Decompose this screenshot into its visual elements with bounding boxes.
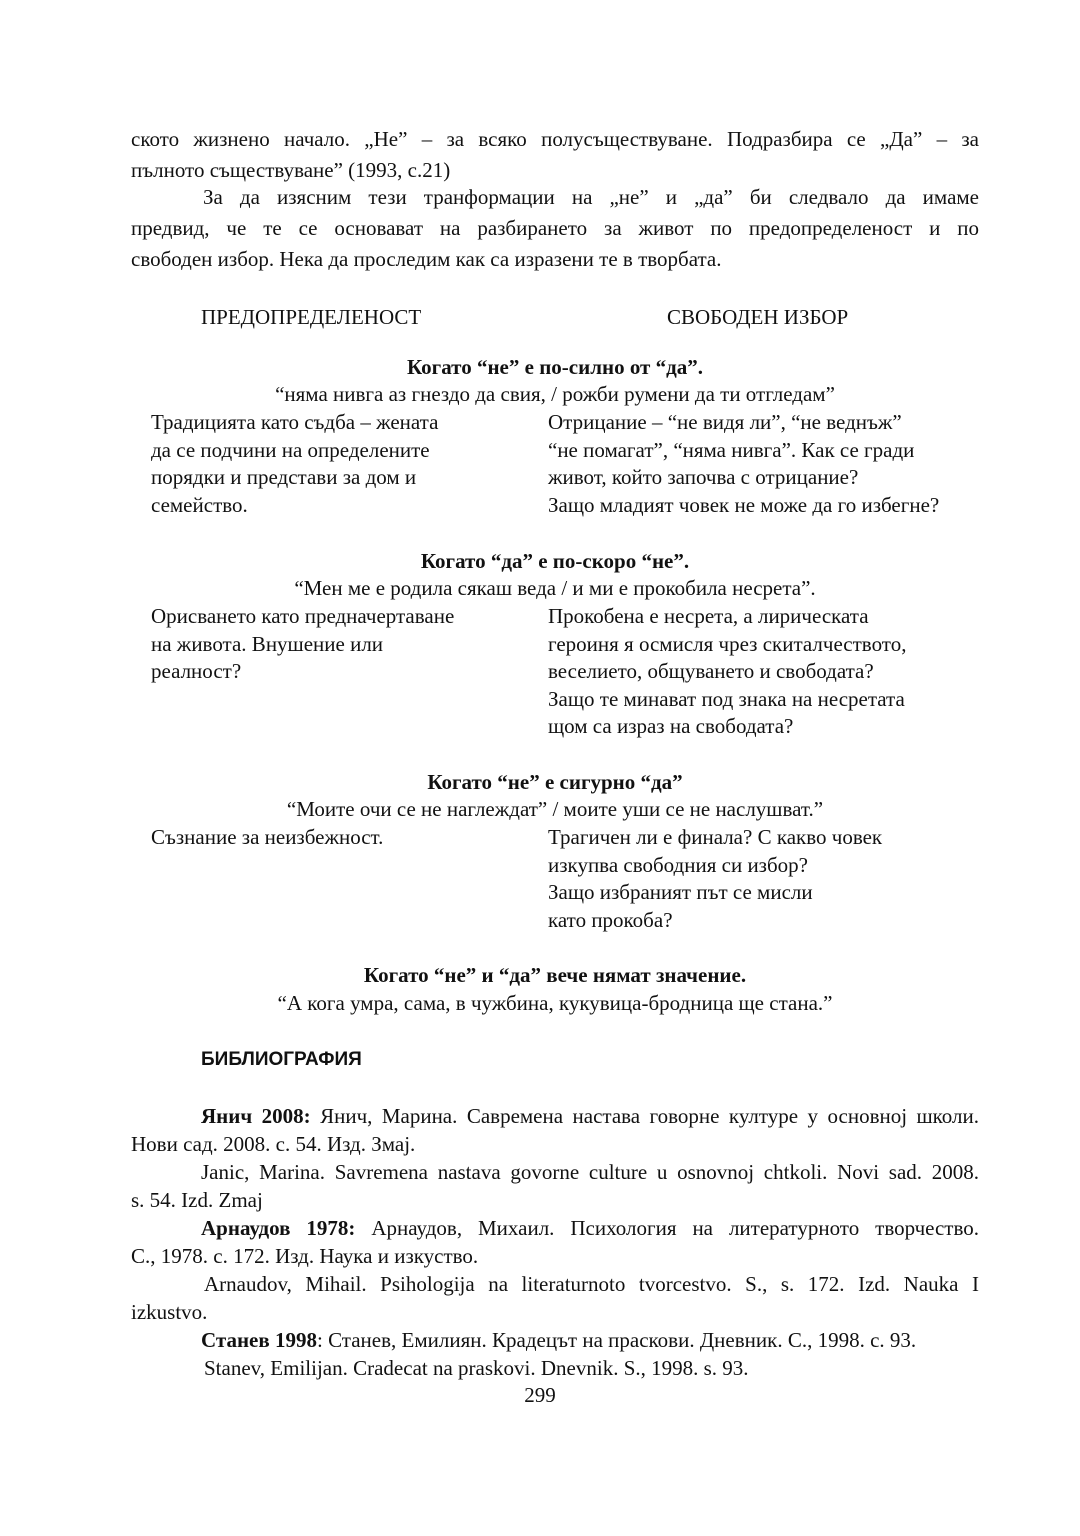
- text-line: живот, който започва с отрицание?: [548, 465, 859, 489]
- text-line: реалност?: [151, 659, 242, 683]
- text-line: Защо младият човек не може да го избегне?: [548, 492, 940, 517]
- intro-paragraph: [131, 124, 979, 186]
- citation-text: izkustvo.: [131, 1300, 208, 1324]
- text-line: пълното съществуване” (1993, с.21): [131, 158, 451, 182]
- section-title: Когато “не” и “да” вече нямат значение.: [363, 963, 747, 987]
- text-line: Отрицание – “не видя ли”, “не веднъж”: [548, 410, 902, 434]
- text-line: изкупва свободния си избор?: [548, 852, 808, 877]
- text-line: ското жизнено начало. „Не” – за всяко полусъществуване. Подразбира се „Да” – за: [131, 127, 979, 151]
- bibliography-entry: [131, 1326, 979, 1354]
- section-quote: “Мен ме е родила сякаш веда / и ми е прокобила несрета”.: [294, 576, 816, 600]
- column-header-left: ПРЕДОПРЕДЕЛЕНОСТ: [201, 305, 422, 329]
- citation-text: Arnaudov, Mihail. Psihologija na literaturnoto tvorcestvo. S., s. 172. Izd. Nauka I: [204, 1272, 979, 1296]
- citation-key: Станев 1998: [201, 1328, 317, 1352]
- text-line: За да изясним тези транформации на „не” и „да” би следвало да имаме: [203, 185, 979, 209]
- section-quote: “А кога умра, сама, в чужбина, кукувица-бродница ще стана.”: [277, 991, 833, 1015]
- bibliography-entry: [131, 1158, 979, 1214]
- column-header-right: СВОБОДЕН ИЗБОР: [667, 305, 849, 329]
- bibliography-entry: [131, 1214, 979, 1270]
- text-line: свободен избор. Нека да проследим как са изразени те в творбата.: [131, 247, 722, 271]
- bibliography-entry: [131, 1102, 979, 1158]
- text-line: на живота. Внушение или: [151, 631, 384, 656]
- text-line: да се подчини на определените: [151, 437, 430, 462]
- citation-text: Janic, Marina. Savremena nastava govorne culture u osnovnoj chtkoli. Novi sad. 2008.: [201, 1160, 979, 1184]
- section-quote: “Моите очи се не наглеждат” / моите уши се не наслушват.”: [286, 797, 824, 821]
- text-line: Традицията като съдба – жената: [151, 410, 439, 434]
- text-line: Трагичен ли е финала? С какво човек: [548, 825, 883, 849]
- section-right-column: [548, 409, 939, 519]
- section-left-column: [151, 824, 383, 852]
- text-line: Прокобена е несрета, а лирическата: [548, 604, 869, 628]
- citation-text: С., 1978. с. 172. Изд. Наука и изкуство.: [131, 1244, 479, 1268]
- section-right-column: [548, 603, 906, 741]
- citation-text: s. 54. Izd. Zmaj: [131, 1188, 263, 1212]
- citation-text: Янич, Марина. Савремена настава говорне културе у основној школи.: [310, 1104, 979, 1128]
- text-line: Защо те минават под знака на несретата: [548, 686, 905, 711]
- section-title: Когато “не” е сигурно “да”: [427, 770, 683, 794]
- page-number: 299: [524, 1383, 556, 1407]
- text-line: порядки и представи за дом и: [151, 465, 417, 489]
- text-line: семейство.: [151, 492, 248, 517]
- citation-key: Арнаудов 1978:: [201, 1216, 356, 1240]
- bibliography-entry: [131, 1270, 979, 1326]
- body-paragraph: [131, 182, 979, 275]
- citation-key: Янич 2008:: [201, 1104, 311, 1128]
- bibliography-heading: БИБЛИОГРАФИЯ: [201, 1049, 362, 1070]
- section-quote: “няма нивга аз гнездо да свия, / рожби румени да ти отгледам”: [275, 382, 835, 406]
- citation-text: : Станев, Емилиян. Крадецът на праскови. Дневник. С., 1998. с. 93.: [316, 1328, 917, 1352]
- text-line: Орисването като предначертаване: [151, 604, 455, 628]
- text-line: “не помагат”, “няма нивга”. Как се гради: [548, 437, 915, 462]
- text-line: предвид, че те се основават на разбирането за живот по предопределеност и по: [131, 216, 979, 240]
- text-line: Защо избраният път се мисли: [548, 880, 813, 904]
- text-line: като прокоба?: [548, 907, 673, 932]
- section-left-column: [151, 603, 454, 686]
- section-title: Когато “не” е по-силно от “да”.: [406, 355, 703, 379]
- bibliography-entry: [131, 1354, 979, 1382]
- citation-text: Арнаудов, Михаил. Психология на литературното творчество.: [355, 1216, 979, 1240]
- text-line: Съзнание за неизбежност.: [151, 825, 384, 849]
- section-left-column: [151, 409, 438, 519]
- citation-text: Нови сад. 2008. с. 54. Изд. Змај.: [131, 1132, 416, 1156]
- text-line: героиня я осмисля чрез скиталчеството,: [548, 631, 907, 656]
- text-line: веселието, общуването и свободата?: [548, 659, 874, 683]
- section-right-column: [548, 824, 882, 934]
- section-title: Когато “да” е по-скоро “не”.: [420, 549, 690, 573]
- citation-text: Stanev, Emilijan. Cradecat na praskovi. Dnevnik. S., 1998. s. 93.: [204, 1356, 749, 1380]
- text-line: щом са израз на свободата?: [548, 714, 794, 738]
